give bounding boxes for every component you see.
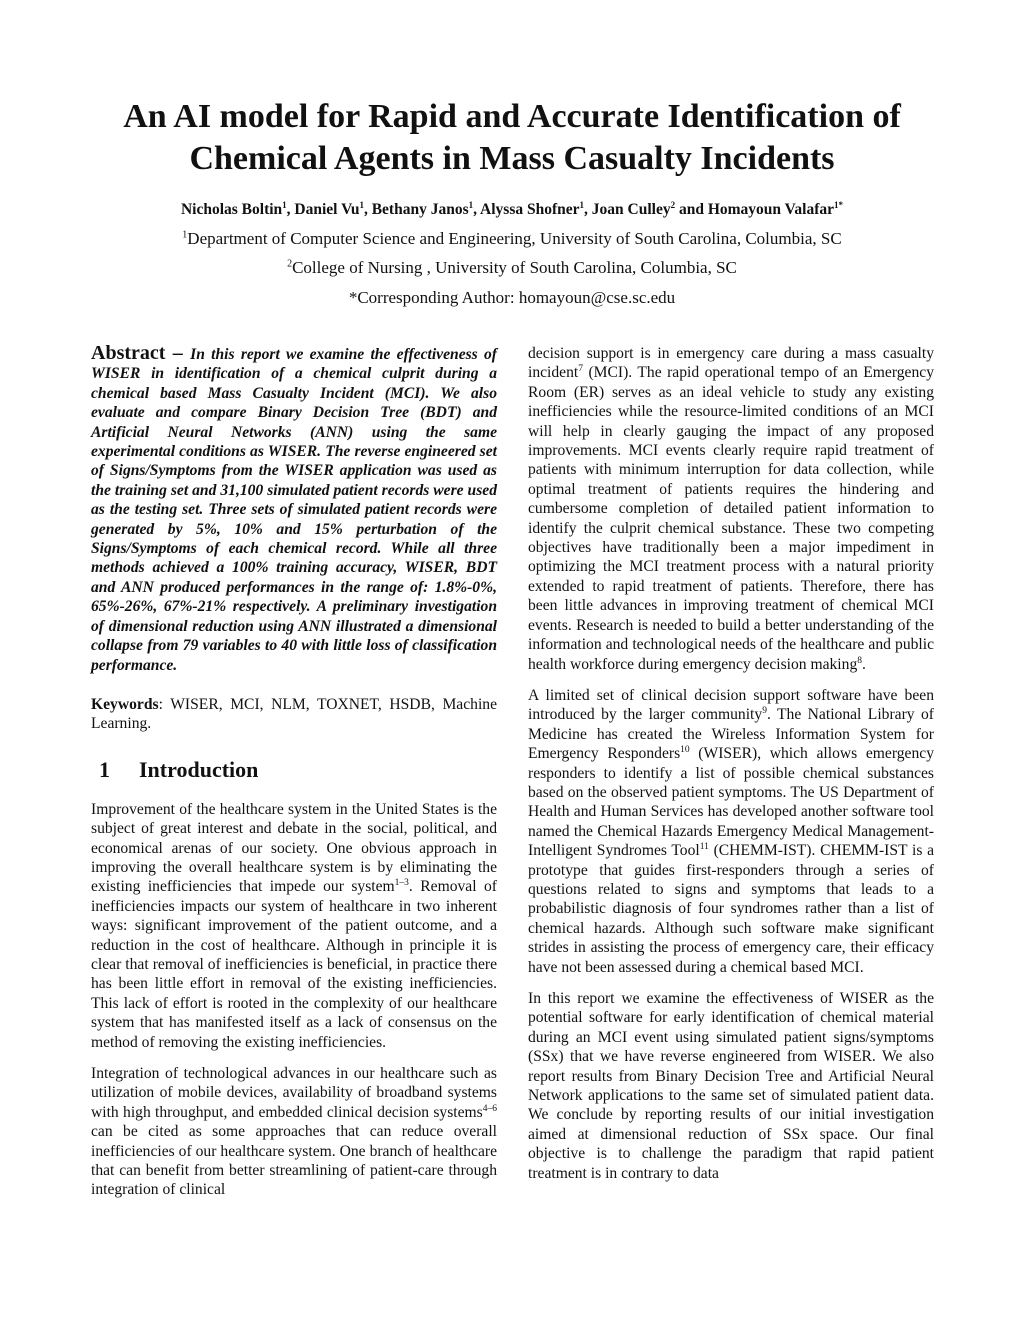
keywords-label: Keywords xyxy=(91,695,159,713)
citation: 11 xyxy=(699,841,709,852)
intro-paragraph-1: Improvement of the healthcare system in the United States is the subject of great interest and debate in the social, political, and economical arenas of our society. One obvious approach in improving the overall healthcare system is by eliminating the existing inefficiencies that impede our system$^{1-3}$. Removal of inefficiencies impacts our system of healthcare in two inherent ways: significant improvement of the patient outcome, and a reduction in the cost of healthcare. Although in principle it is clear that removal of inefficiencies is beneficial, in practice there has been little effort in removal of the existing inefficiencies. This lack of effort is rooted in the complexity of our healthcare system that has manifested itself as a lack of consensus on the method of removing the existing inefficiencies. xyxy=(91,800,497,1051)
corresponding-author: *Corresponding Author: homayoun@cse.sc.edu xyxy=(348,288,676,307)
affiliation-1: $^1$Department of Computer Science and Engineering, University of South Carolina, Columbia, SC xyxy=(182,229,842,248)
right-paragraph-2: A limited set of clinical decision support software have been introduced by the larger community$^9$. The National Library of Medicine has created the Wireless Information System for Emergency Responders$^{10}$ (WISER), which allows emergency responders to identify a list of possible chemical substances based on the observed patient symptoms. The US Department of Health and Human Services has developed another software tool named the Chemical Hazards Emergency Medical Management-Intelligent Syndromes Tool$^{11}$ (CHEMM-IST). CHEMM-IST is a prototype that guides first-responders through a series of questions related to signs and symptoms that leads to a probabilistic diagnosis of four syndromes rather than a list of chemical hazards. Although such software make significant strides in assisting the process of emergency care, their efficacy have not been assessed during a chemical based MCI. xyxy=(528,686,934,976)
citation: 1–3 xyxy=(394,878,409,889)
author: Homayoun Valafar$^{1*}$ xyxy=(707,199,844,218)
citation: 7 xyxy=(578,364,583,375)
author: Alyssa Shofner$^1$, xyxy=(480,199,592,218)
abstract-text: In this report we examine the effectiveness of WISER in identification of a chemical culprit during a chemical based Mass Casualty Incident (MCI). We also evaluate and compare Binary Decision Tree (BDT) and Artificial Neural Networks (ANN) using the same experimental conditions as WISER. The reverse engineered set of Signs/Symptoms from the WISER application was used as the training set and 31,100 simulated patient records were used as the testing set. Three sets of simulated patient records were generated by 5%, 10% and 15% perturbation of the Signs/Symptoms of each chemical record. While all three methods achieved a 100% training accuracy, WISER, BDT and ANN produced performances in the range of: 1.8%-0%, 65%-26%, 67%-21% respectively. A preliminary investigation of dimensional reduction using ANN illustrated a dimensional collapse from 79 variables to 40 with little loss of classification performance. xyxy=(91,346,497,674)
citation: 4–6 xyxy=(482,1103,497,1114)
author: Nicholas Boltin$^1$, xyxy=(180,199,295,218)
author-list xyxy=(40,199,984,221)
author: Daniel Vu$^1$, xyxy=(294,199,372,218)
left-column xyxy=(91,344,497,1212)
citation: 8 xyxy=(857,655,862,666)
right-column xyxy=(528,344,934,1195)
author: Bethany Janos$^1$, xyxy=(371,199,481,218)
right-paragraph-1: decision support is in emergency care during a mass casualty incident$^7$ (MCI). The rapid operational tempo of an Emergency Room (ER) serves as an ideal vehicle to study any existing inefficiencies while the resource-limited conditions of an MCI will help in clearly gauging the impact of any proposed improvements. MCI events clearly require rapid treatment of patients with minimum interruption for data collection, while optimal treatment of patients requires the hindering and cumbersome completion of detailed patient information to identify the culprit chemical substance. These two competing objectives have traditionally been a major impediment in optimizing the MCI treatment process with a natural priority extended to rapid treatment of patients. Therefore, there has been little advances in improving treatment of chemical MCI events. Research is needed to build a better understanding of the information and technological needs of the healthcare and public health workforce during emergency decision making$^8$. xyxy=(528,345,934,673)
title-line-1: An AI model for Rapid and Accurate Identification of xyxy=(123,98,901,135)
keywords xyxy=(91,695,497,734)
author: Joan Culley$^2$ and xyxy=(591,199,708,218)
right-paragraph-3: In this report we examine the effectiveness of WISER as the potential software for early identification of chemical material during an MCI event using simulated patient signs/symptoms (SSx) that we have reverse engineered from WISER. We also report results from Binary Decision Tree and Artificial Neural Network applications to the same set of simulated patient data. We conclude by reporting results of our initial investigation aimed at dimensional reduction of SSx space. Our final objective is to challenge the paradigm that rapid patient treatment is in contrary to data xyxy=(528,990,934,1182)
citation: 9 xyxy=(762,706,767,717)
keywords-text: : WISER, MCI, NLM, TOXNET, HSDB, Machine Learning. xyxy=(91,695,497,733)
paper-title xyxy=(60,96,964,180)
section-heading-introduction: 1 Introduction xyxy=(99,756,259,782)
citation: 10 xyxy=(680,744,690,755)
affiliation-2: $^2$College of Nursing , University of South Carolina, Columbia, SC xyxy=(287,258,737,277)
intro-paragraph-2: Integration of technological advances in our healthcare such as utilization of mobile devices, availability of broadband systems with high throughput, and embedded clinical decision systems$^{4-6}$ can be cited as some approaches that can reduce overall inefficiencies of our healthcare system. One branch of healthcare that can benefit from better streamlining of patient-care through integration of clinical xyxy=(91,1065,497,1199)
title-line-2: Chemical Agents in Mass Casualty Incidents xyxy=(189,140,835,177)
abstract-label: Abstract xyxy=(91,342,166,364)
abstract: Abstract – In this report we examine the effectiveness of WISER in identification of a chemical culprit during a chemical based Mass Casualty Incident (MCI). We also evaluate and compare Binary Decision Tree (BDT) and Artificial Neural Networks (ANN) using the same experimental conditions as WISER. The reverse engineered set of Signs/Symptoms from the WISER application was used as the training set and 31,100 simulated patient records were used as the testing set. Three sets of simulated patient records were generated by 5%, 10% and 15% perturbation of the Signs/Symptoms of each chemical record. While all three methods achieved a 100% training accuracy, WISER, BDT and ANN produced performances in the range of: 1.8%-0%, 65%-26%, 67%-21% respectively. A preliminary investigation of dimensional reduction using ANN illustrated a dimensional collapse from 79 variables to 40 with little loss of classification performance. xyxy=(91,342,497,674)
